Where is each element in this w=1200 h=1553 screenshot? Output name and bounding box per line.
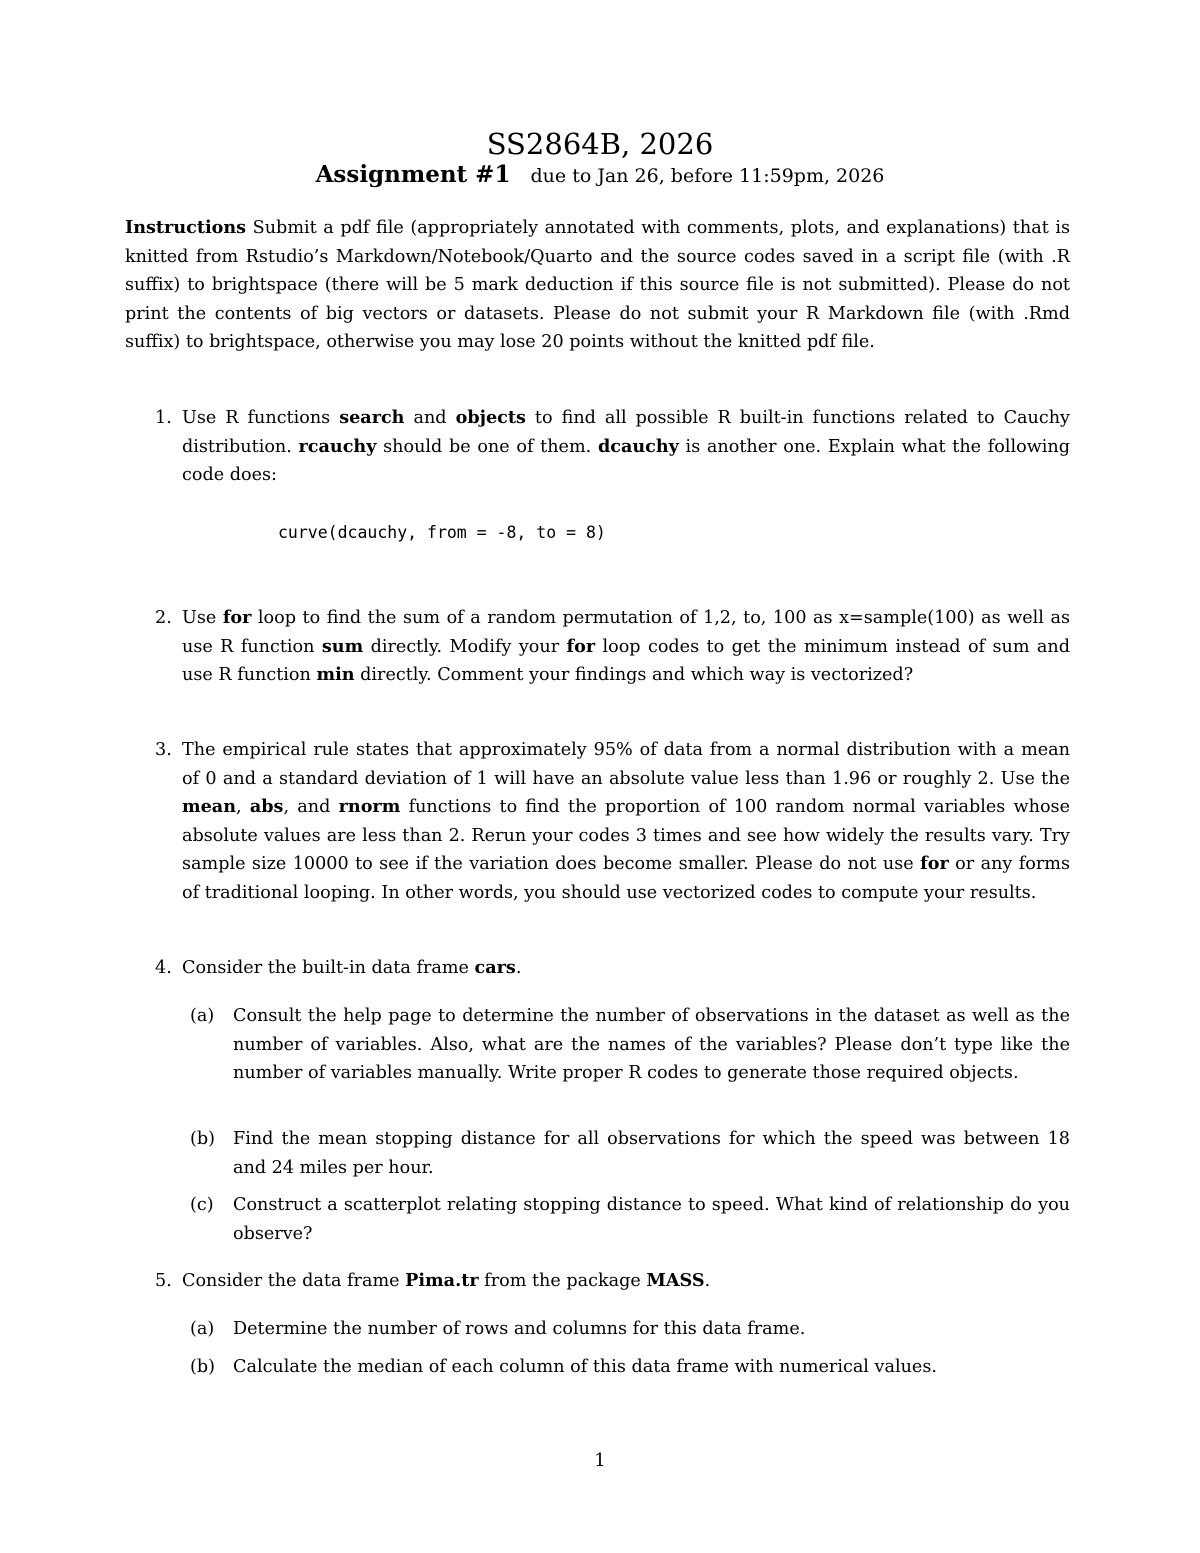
text-run: from the package <box>478 1271 647 1291</box>
text-run: . <box>515 958 522 978</box>
question-5 <box>155 1267 1070 1296</box>
question-number: 2. <box>155 608 172 628</box>
assignment-title: Assignment #1 <box>315 161 511 188</box>
question-text <box>182 604 1070 690</box>
text-run: loop codes to get the minimum instead of sum and use R function <box>182 636 1070 685</box>
question-4 <box>155 954 1070 983</box>
text-run: Use <box>182 608 223 628</box>
text-run: should be one of them. <box>376 436 598 457</box>
question-text <box>182 954 1070 983</box>
keyword: for <box>222 607 252 628</box>
keyword: sum <box>321 635 364 657</box>
code-snippet: curve(dcauchy, from = -8, to = 8) <box>278 523 606 542</box>
text-run: to find all possible R built-in functions related to Cauchy distribution. <box>182 408 1070 457</box>
part-label: (b) <box>190 1357 215 1377</box>
question-4c <box>190 1191 1070 1248</box>
text-run: Consider the data frame <box>182 1271 406 1291</box>
text-run: , and <box>283 797 339 817</box>
keyword: rcauchy <box>298 435 377 457</box>
question-number: 1. <box>155 408 172 428</box>
part-text: Consult the help page to determine the number of observations in the dataset as well as the number of variables. Also, what are the names of the variables? Please don’t type like the number of variables manually. Write proper R codes to generate those required objects. <box>233 1006 1070 1083</box>
part-label: (a) <box>190 1319 215 1339</box>
instructions-text: Submit a pdf file (appropriately annotated with comments, plots, and explanations) that is knitted from Rstudio’s Markdown/Notebook/Quarto and the source codes saved in a script file (with .R suffix) to brightspace (there will be 5 mark deduction if this source file is not submitted). Please do not print the contents of big vectors or datasets. Please do not submit your R Markdown file (with .Rmd suffix) to brightspace, otherwise you may lose 20 points without the knitted pdf file. <box>125 218 1070 352</box>
question-2 <box>155 604 1070 690</box>
keyword: for <box>566 635 596 657</box>
part-text: Find the mean stopping distance for all observations for which the speed was between 18 and 24 miles per hour. <box>233 1129 1070 1178</box>
keyword: min <box>316 664 355 685</box>
part-label: (b) <box>190 1129 215 1149</box>
question-5b <box>190 1353 1070 1382</box>
keyword: for <box>920 853 949 874</box>
part-text: Calculate the median of each column of this data frame with numerical values. <box>233 1357 937 1377</box>
text-run: directly. Comment your findings and which way is vectorized? <box>354 665 914 685</box>
question-text <box>182 404 1070 490</box>
text-run: Consider the built-in data frame <box>182 958 475 978</box>
keyword: MASS <box>646 1270 705 1291</box>
text-run: The empirical rule states that approximately 95% of data from a normal distribution with a mean of 0 and a standard deviation of 1 will have an absolute value less than 1.96 or roughly 2. Use the <box>182 740 1070 789</box>
part-label: (c) <box>190 1195 214 1215</box>
text-run: directly. Modify your <box>363 636 567 657</box>
keyword: search <box>339 407 405 428</box>
assignment-heading <box>0 160 1200 191</box>
keyword: objects <box>455 407 526 428</box>
keyword: rnorm <box>338 796 401 817</box>
part-text: Construct a scatterplot relating stopping distance to speed. What kind of relationship do you observe? <box>233 1195 1070 1244</box>
question-1 <box>155 404 1070 490</box>
question-number: 5. <box>155 1271 172 1291</box>
keyword: mean <box>182 796 237 817</box>
text-run: . <box>704 1271 711 1291</box>
keyword: Pima.tr <box>405 1270 479 1291</box>
text-run: or any forms of traditional looping. In other words, you should use vectorized codes to compute your results. <box>182 854 1070 903</box>
question-text <box>182 1267 1070 1296</box>
text-run: is another one. Explain what the following code does: <box>182 436 1070 485</box>
question-text <box>182 736 1070 907</box>
question-number: 4. <box>155 958 172 978</box>
text-run: functions to find the proportion of 100 random normal variables whose absolute values are less than 2. Rerun your codes 3 times and see how widely the results vary. Try sample size 10000 to see if the variation does become smaller. Please do not use <box>182 797 1070 874</box>
instructions-paragraph <box>125 214 1070 357</box>
text-run: loop to find the sum of a random permutation of 1,2, to, 100 as x=sample(100) as well as use R function <box>182 608 1070 657</box>
question-4a <box>190 1002 1070 1088</box>
text-run: , <box>236 797 250 817</box>
keyword: abs <box>249 796 284 817</box>
question-4b <box>190 1125 1070 1182</box>
keyword: cars <box>474 957 516 978</box>
keyword: dcauchy <box>597 435 679 457</box>
question-3 <box>155 736 1070 907</box>
part-text: Determine the number of rows and columns for this data frame. <box>233 1319 806 1339</box>
page-number: 1 <box>594 1450 606 1471</box>
text-run: Use R functions <box>182 408 340 428</box>
question-number: 3. <box>155 740 172 760</box>
due-date: due to Jan 26, before 11:59pm, 2026 <box>530 165 885 187</box>
part-label: (a) <box>190 1006 215 1026</box>
course-title: SS2864B, 2026 <box>486 127 714 161</box>
instructions-lead: Instructions <box>125 217 247 238</box>
text-run: and <box>404 408 456 428</box>
question-5a <box>190 1315 1070 1344</box>
